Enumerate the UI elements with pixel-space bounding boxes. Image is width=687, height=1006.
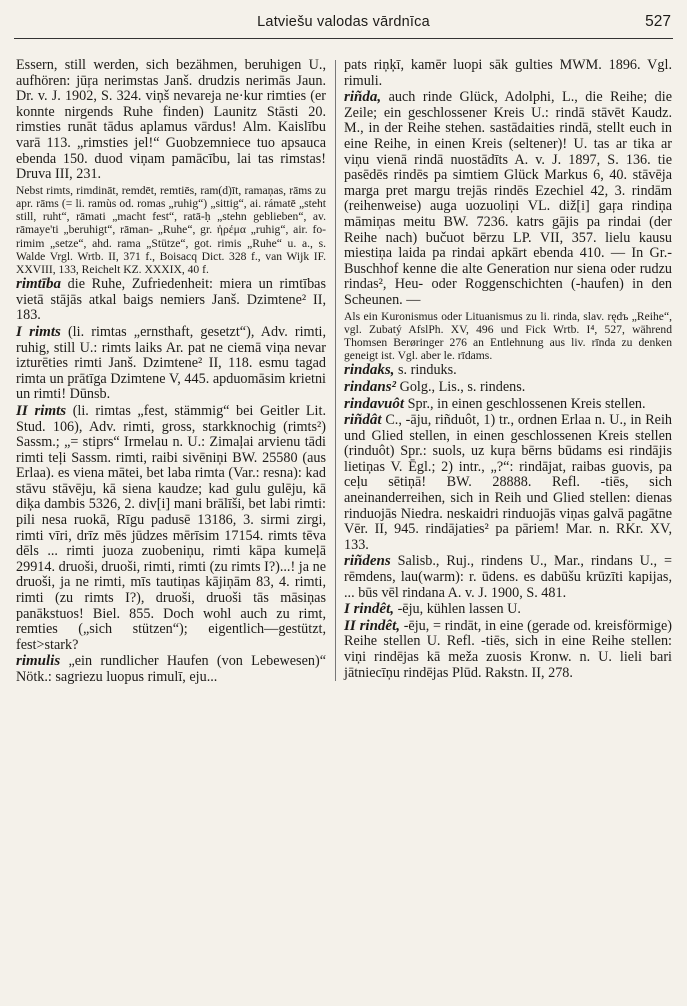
dictionary-entry [344,363,672,379]
entry-body: die Ruhe, Zufriedenheit: miera un rimtības vietā stājās atkal baigs nemiers Janš. Dzimtene² II, 183. [16,276,326,324]
entry-body: s. rinduks. [394,362,457,379]
entry-body: -ēju, kühlen lassen U. [394,601,521,618]
entry-headword: rimtība [16,276,62,293]
entry-body: „ein rundlicher Haufen (von Lebewesen)“ Nötk.: sagriezu luopus rimulī, eju... [16,653,326,686]
entry-text [344,58,672,89]
entry-body: Spr., in einen geschlossenen Kreis stellen. [404,395,646,412]
entry-headword: rindans² [344,378,397,395]
dictionary-entry [344,413,672,553]
entry-text [344,310,672,363]
entry-body: Salisb., Ruj., rindens U., Mar., rindans U., = rēmdens, lau(warm): r. ūdens. es dabūšu krūzīti kapijas, ... būs vēl rindana A. v. J. 1900, S. 481. [344,553,672,601]
entry-headword: I rimts [16,323,61,340]
entry-headword: rindavuôt [344,395,405,412]
entry-headword: rindaks, [344,362,395,379]
entry-body: (li. rimtas „fest, stämmig“ bei Geitler Lit. Stud. 106), Adv. rimti, gross, starkknochig (rimts²) Sassm.; „= stiprs“ Irmelau n. U.: Zimaļai arvienu tādi rimti teļi Sassm. rimti, raibi sivēniņi BW. 25580 (aus Erlaa). es viena mātei, bet laba rimta (Var.: resna): kad stāvu stāvēju, kā siena kaudze; kad gulu gulēju, kā diķa dambis 5326, 2. div[i] mani brālīši, bet labi rimti: pili nesa ruokā, Rīgu padusē 13186, 3. sirmi zirgi, rimti vīri, drīz mēs jūdzes mērīsim 17154. rimts tēva dēls ... rimti juoza zuobeniņu, rimti kāpa kumeļā 29914. druoši, druoši, rimti, rimti (zu rimts I?)...! ja ne druoši, ja ne rimti, mīs tautiņas kājiņām 83, 4. rimti, rimti (zu rimts I?), druoši, druoši tās māsiņas panākstuos! Biel. 855. Doch wohl auch zu rimt, remties („sich stützen“); eigentlich—gestützt, fest>stark? [16,402,326,653]
entry-headword: II rimts [16,402,67,419]
entry-headword: riñdens [344,553,391,570]
entry-body: Golg., Lis., s. rindens. [396,378,526,395]
dictionary-entry [16,404,326,654]
entry-text [16,58,326,183]
dictionary-entry [344,397,672,413]
right-column [344,58,672,681]
entry-headword: rimulis [16,653,61,670]
page-title: Latviešu valodas vārdnīca [257,14,430,30]
dictionary-entry [344,602,672,618]
dictionary-entry [16,277,326,324]
entry-body: pats riņķī, kamēr luopi sāk gulties MWM. 1896. Vgl. rimuli. [344,57,672,89]
dictionary-entry [344,380,672,396]
entry-body: C., -āju, riñduôt, 1) tr., ordnen Erlaa n. U., in Reih und Glied stellen, in einen geschlossenen Kreis stellen (rinduôt) Spr.: suols, uz kuŗa bērns būdams esi rindājis lietiņas V. Ēgl.; 2) intr., „?“: rindājat, raibas guovis, pa ceļu sētiņā! BW. 28888. Refl. -tiēs, sich aneinanderreihen, sich in Reih und Glied stellen: dienas rinduojās Niedra. neskaidri rinduojās viņas galvā pagātne Vēr. II, 945. rindājaties² pa pāriem! Mar. n. RKr. XV, 133. [344,412,672,553]
dictionary-entry [16,654,326,685]
entry-headword: I rindêt, [344,601,395,618]
entry-headword: riñda, [344,89,382,106]
entry-body: Als ein Kuronismus oder Lituanismus zu li. rinda, slav. rędъ „Reihe“, vgl. Zubatý AfslPh. XV, 496 und Fick Wrtb. I⁴, 527, während Thomsen Berøringer 276 an Entlehnung aus liv. rīnda zu denken geneigt ist. Vgl. aber le. rīdams. [344,309,672,363]
page-header [14,12,673,39]
entry-body: (li. rimtas „ernsthaft, gesetzt“), Adv. rimti, ruhig, still U.: rimts laiks Ar. pat ne ciemā viņa nevar izturēties rimti Janš. Dzimtene² II, 118. esmu tagad rimta un prātīga Dzimtene V, 445. apduomāsim krietni un rimti! Dūnsb. [16,323,327,403]
dictionary-entry [344,90,672,308]
dictionary-entry [344,619,672,681]
entry-body: Nebst rimts, rimdināt, remdēt, remtiēs, ram(d)īt, ramaņas, rāms zu apr. rāms (= li. ramùs od. romas „ruhig“) „sittig“, ai. rámatē „steht still, ruht“, rāmati „macht fest“, ratā-ḥ „stehn geblieben“, av. rāmaye'ti „beruhigt“, rāman- „Ruhe“, gr. ἠρέμα „ruhig“, air. fo-rimim „setze“, ahd. rama „Stütze“, got. rimis „Ruhe“ u. a., s. Walde Vrgl. Wrtb. II, 371 f., Boisacq Dict. 328 f., van Wijk IF. XXVIII, 133, Reichelt KZ. XXXIX, 40 f. [16,183,326,276]
entry-headword: II rindêt, [344,617,400,634]
entry-headword: riñdât [344,412,382,429]
page-number: 527 [645,13,671,30]
entry-body: -ēju, = rindāt, in eine (gerade od. kreisförmige) Reihe stellen U. Refl. -tiēs, sich in eine Reihe stellen: viņi rindējas kā meža zuosis Kronw. n. U. lieli bari jātniecīņu rindējas Plūd. Rakstn. II, 278. [344,617,672,681]
entry-body: Essern, still werden, sich bezähmen, beruhigen U., aufhören: jūŗa nerimstas Janš. drudzis nerimās Jaun. Dr. v. J. 1902, S. 324. viņš nevareja ne·kur rimties (er konnte nirgends Ruhe finden) Launitz Stāsti 20. rimsties runāt tādus aplamus vārdus! Alm. Kaislību varā 113. „rimsties jel!“ Guobzemniece tuo apsauca ebenda 150. duod viņam pamācību, lai tas rimstas! Druva III, 231. [16,57,326,183]
left-column [16,58,326,686]
entry-body: auch rinde Glück, Adolphi, L., die Reihe; die Zeile; ein geschlossener Kreis U.: rindā stāvēt Kaudz. M., in der Reihe stehen. sastādaities rindā, stellt euch in eine Reihe, in einen Kreis (seltener)! U. tas ar tika ar viņu vienā rindā nuostādīts A. v. J. 1897, S. 136. tie pasēdēs rindēs pa simtiem Glück Markus 6, 40. stāvēja marga pret margu trejās rindēs Ezechiel 42, 3. rindām (reihenweise) auga uozuoliņi VL. diž[i] gaŗa rindiņa māmiņas meitu BW. 7236. katrs gājis pa rindai (der Reihe nach) bučuot bērzu LP. VII, 357. lielu kausu miestiņa laida pa rindai apkārt ebenda 410. — In Gr.-Buschhof kenne die alte Generation nur siena oder rudzu rindas², Heu- oder Roggenschichten (-haufen) in den Scheunen. — [344,89,672,308]
dictionary-entry [344,554,672,601]
entry-text [16,184,326,276]
dictionary-entry [16,325,326,403]
